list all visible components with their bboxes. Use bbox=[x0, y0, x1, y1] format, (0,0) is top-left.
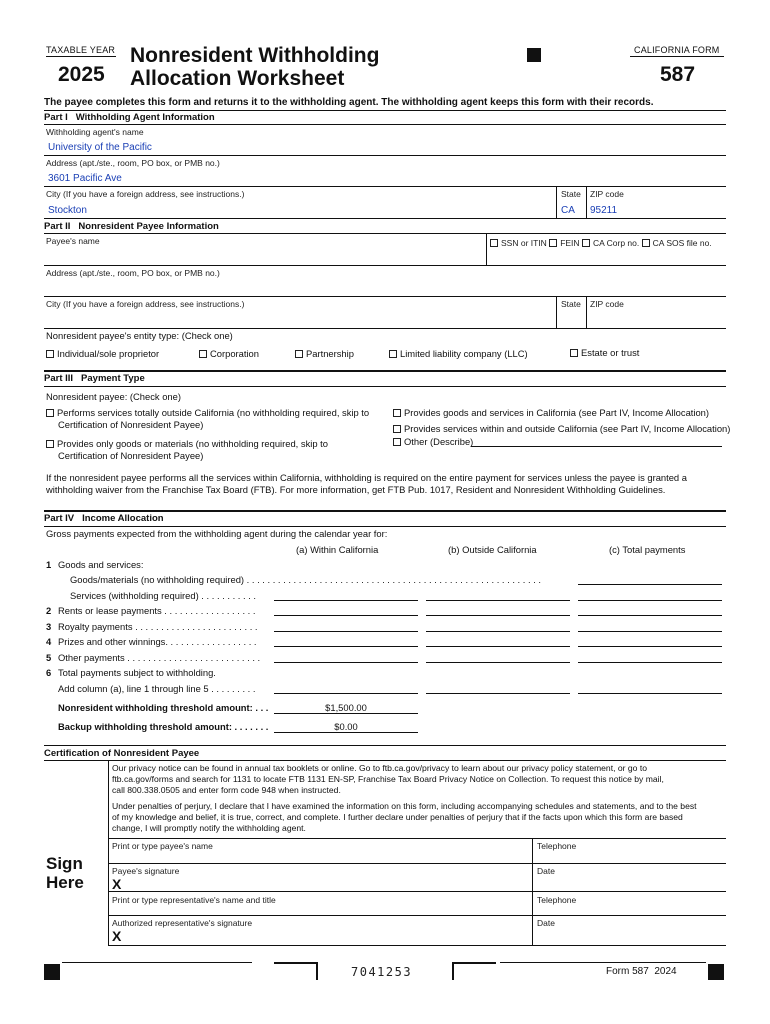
divider bbox=[108, 915, 726, 916]
line2-label: Rents or lease payments . . . . . . . . . . . . . . . . . . bbox=[58, 605, 256, 616]
ca-corp-label: CA Corp no. bbox=[592, 238, 640, 248]
registration-mark bbox=[708, 964, 724, 980]
payment-other-label: Other (Describe) bbox=[404, 436, 474, 447]
line6-label: Total payments subject to withholding. bbox=[58, 667, 216, 678]
divider bbox=[44, 265, 726, 266]
divider bbox=[44, 745, 726, 746]
rep-name-label: Print or type representative's name and title bbox=[112, 895, 276, 905]
line4-col-a-field[interactable] bbox=[274, 646, 418, 647]
divider bbox=[586, 296, 587, 328]
payment-goods-only-label-cont: Certification of Nonresident Payee) bbox=[58, 450, 204, 461]
payee-zip-label: ZIP code bbox=[590, 299, 624, 309]
part3-number: Part III bbox=[44, 373, 74, 384]
line2-col-c-field[interactable] bbox=[578, 615, 722, 616]
line1b-col-c-field[interactable] bbox=[578, 600, 722, 601]
agent-address-field[interactable]: 3601 Pacific Ave bbox=[48, 173, 122, 184]
entity-llc-checkbox[interactable] bbox=[389, 348, 528, 359]
checkbox-icon bbox=[393, 438, 401, 446]
checkbox-icon bbox=[46, 440, 54, 448]
divider bbox=[108, 945, 726, 946]
line-number: 5 bbox=[46, 652, 52, 663]
perjury-line2: of my knowledge and belief, it is true, correct, and complete. I further declare under penalties of perjury that if the facts upon which this form are based bbox=[112, 812, 683, 822]
divider bbox=[44, 186, 726, 187]
divider bbox=[44, 110, 726, 111]
divider bbox=[586, 186, 587, 218]
payee-date-field[interactable] bbox=[537, 876, 722, 888]
divider bbox=[44, 155, 726, 156]
agent-address-label: Address (apt./ste., room, PO box, or PMB no.) bbox=[46, 158, 220, 168]
checkbox-icon bbox=[46, 350, 54, 358]
part2-number: Part II bbox=[44, 221, 71, 232]
payment-check-one-label: Nonresident payee: (Check one) bbox=[46, 391, 181, 402]
payment-other-describe-field[interactable] bbox=[471, 446, 722, 447]
divider bbox=[44, 296, 726, 297]
part4-title: Income Allocation bbox=[82, 513, 164, 524]
payee-telephone-field[interactable] bbox=[537, 851, 722, 861]
divider bbox=[62, 962, 252, 963]
part3-heading bbox=[44, 373, 145, 384]
checkbox-icon bbox=[582, 239, 590, 247]
line6-col-b-field[interactable] bbox=[426, 693, 570, 694]
agent-zip-field[interactable]: 95211 bbox=[590, 205, 618, 216]
divider bbox=[44, 328, 726, 329]
payment-goods-services-ca-label: Provides goods and services in California (see Part IV, Income Allocation) bbox=[404, 407, 710, 418]
line-number: 2 bbox=[46, 605, 52, 616]
line-number: 3 bbox=[46, 621, 52, 632]
line-number: 6 bbox=[46, 667, 52, 678]
line2-col-b-field[interactable] bbox=[426, 615, 570, 616]
tax-year: 2025 bbox=[58, 63, 105, 86]
checkbox-icon bbox=[295, 350, 303, 358]
agent-city-label: City (If you have a foreign address, see instructions.) bbox=[46, 189, 245, 199]
ca-sos-checkbox[interactable] bbox=[642, 238, 712, 248]
part3-title: Payment Type bbox=[81, 373, 145, 384]
entity-type-label: Nonresident payee's entity type: (Check one) bbox=[46, 330, 233, 341]
privacy-line1: Our privacy notice can be found in annual tax booklets or online. Go to ftb.ca.gov/privacy to learn about our privacy policy statement, or go to bbox=[112, 763, 648, 773]
divider bbox=[44, 218, 726, 219]
entity-partnership-checkbox[interactable] bbox=[295, 348, 354, 359]
divider bbox=[486, 233, 487, 265]
divider bbox=[556, 296, 557, 328]
column-b-header: (b) Outside California bbox=[448, 544, 537, 555]
payment-services-within-outside-checkbox[interactable] bbox=[393, 423, 730, 434]
line1-label: Goods and services: bbox=[58, 559, 144, 570]
line4-label: Prizes and other winnings. . . . . . . . . . . . . . . . . . bbox=[58, 636, 257, 647]
rep-telephone-field[interactable] bbox=[537, 905, 722, 915]
entity-partnership-label: Partnership bbox=[306, 348, 354, 359]
divider bbox=[108, 863, 726, 864]
rep-signature-field[interactable]: X bbox=[112, 928, 122, 944]
line3-col-a-field[interactable] bbox=[274, 631, 418, 632]
taxable-year-label: TAXABLE YEAR bbox=[46, 45, 116, 55]
ssn-checkbox[interactable] bbox=[490, 238, 547, 248]
sign-here-line1: Sign bbox=[46, 854, 83, 873]
agent-city-field[interactable]: Stockton bbox=[48, 205, 87, 216]
line3-col-b-field[interactable] bbox=[426, 631, 570, 632]
checkbox-icon bbox=[570, 349, 578, 357]
perjury-line3: change, I will promptly notify the withholding agent. bbox=[112, 823, 306, 833]
divider bbox=[630, 56, 724, 57]
form-instruction: The payee completes this form and returns it to the withholding agent. The withholding agent keeps this form with their records. bbox=[44, 97, 654, 108]
divider bbox=[44, 510, 726, 512]
rep-date-field[interactable] bbox=[537, 928, 722, 940]
payment-services-within-outside-label: Provides services within and outside California (see Part IV, Income Allocation) bbox=[404, 423, 731, 434]
part4-number: Part IV bbox=[44, 513, 75, 524]
payee-signature-label: Payee's signature bbox=[112, 866, 180, 876]
registration-mark bbox=[44, 964, 60, 980]
california-form-label: CALIFORNIA FORM bbox=[634, 45, 720, 55]
payee-name-label: Payee's name bbox=[46, 236, 100, 246]
line1b-label: Services (withholding required) . . . . . . . . . . . bbox=[70, 590, 257, 601]
ca-sos-label: CA SOS file no. bbox=[652, 238, 712, 248]
corner-mark bbox=[452, 962, 496, 980]
checkbox-icon bbox=[46, 409, 54, 417]
checkbox-icon bbox=[490, 239, 498, 247]
line5-col-b-field[interactable] bbox=[426, 662, 570, 663]
payee-city-field[interactable] bbox=[46, 311, 552, 325]
agent-state-field[interactable]: CA bbox=[561, 205, 575, 216]
column-c-header: (c) Total payments bbox=[609, 544, 686, 555]
checkbox-icon bbox=[389, 350, 397, 358]
line1a-label: Goods/materials (no withholding required) . . . . . . . . . . . . . . . . . . . . . . . . . . . . . . . . . . . . . . . . . . . . . . . . . . . . . . . . . bbox=[70, 574, 541, 585]
nonresident-threshold-value: $1,500.00 bbox=[325, 702, 367, 713]
entity-estate-checkbox[interactable] bbox=[570, 347, 639, 358]
entity-individual-checkbox[interactable] bbox=[46, 348, 159, 359]
entity-llc-label: Limited liability company (LLC) bbox=[400, 348, 528, 359]
part1-number: Part I bbox=[44, 112, 68, 123]
checkbox-icon bbox=[642, 239, 650, 247]
entity-corporation-label: Corporation bbox=[210, 348, 259, 359]
date-label: Date bbox=[537, 866, 555, 876]
divider bbox=[44, 386, 726, 387]
payment-goods-only-label: Provides only goods or materials (no withholding required, skip to bbox=[57, 438, 328, 449]
form-number: 587 bbox=[660, 63, 696, 86]
rep-telephone-label: Telephone bbox=[537, 895, 577, 905]
divider bbox=[44, 370, 726, 372]
line5-label: Other payments . . . . . . . . . . . . . . . . . . . . . . . . . . bbox=[58, 652, 261, 663]
payment-outside-ca-label: Performs services totally outside California (no withholding required, skip to bbox=[57, 407, 370, 418]
payment-note-line2: withholding waiver from the Franchise Tax Board (FTB). For more information, get FTB Pub. 1017, Resident and Nonresident Withholding Guidelines. bbox=[46, 484, 666, 495]
perjury-line1: Under penalties of perjury, I declare that I have examined the information on this form, including accompanying schedules and statements, and to the best bbox=[112, 801, 697, 811]
line5-col-a-field[interactable] bbox=[274, 662, 418, 663]
registration-mark bbox=[527, 48, 541, 62]
payee-address-label: Address (apt./ste., room, PO box, or PMB no.) bbox=[46, 268, 220, 278]
divider bbox=[274, 732, 418, 733]
payee-city-label: City (If you have a foreign address, see instructions.) bbox=[46, 299, 245, 309]
line3-label: Royalty payments . . . . . . . . . . . . . . . . . . . . . . . . bbox=[58, 621, 258, 632]
ca-corp-checkbox[interactable] bbox=[582, 238, 639, 248]
payment-goods-services-ca-checkbox[interactable] bbox=[393, 407, 709, 418]
line6-label-cont: Add column (a), line 1 through line 5 . . . . . . . . . bbox=[58, 683, 256, 694]
rep-name-field[interactable] bbox=[112, 905, 528, 915]
checkbox-icon bbox=[393, 409, 401, 417]
rep-date-label: Date bbox=[537, 918, 555, 928]
corner-mark bbox=[274, 962, 318, 980]
footer-form-label: Form 587 2024 bbox=[606, 966, 677, 977]
backup-threshold-value: $0.00 bbox=[334, 721, 358, 732]
payment-outside-ca-label-cont: Certification of Nonresident Payee) bbox=[58, 419, 204, 430]
divider bbox=[108, 838, 726, 839]
divider bbox=[44, 233, 726, 234]
payment-outside-ca-checkbox[interactable] bbox=[46, 407, 369, 418]
agent-state-label: State bbox=[561, 189, 581, 199]
checkbox-icon bbox=[549, 239, 557, 247]
privacy-line2: ftb.ca.gov/forms and search for 1131 to locate FTB 1131 EN-SP, Franchise Tax Board Privacy Notice on Collection. To request this notice by mail, bbox=[112, 774, 664, 784]
divider bbox=[274, 713, 418, 714]
payment-note-line1: If the nonresident payee performs all the services within California, withholding is required on the entire payment for services unless the payee is granted a bbox=[46, 472, 687, 483]
line6-col-c-field[interactable] bbox=[578, 693, 722, 694]
sign-here-line2: Here bbox=[46, 873, 84, 892]
line4-col-c-field[interactable] bbox=[578, 646, 722, 647]
divider bbox=[108, 891, 726, 892]
backup-threshold-label: Backup withholding threshold amount: . . . . . . . bbox=[58, 721, 269, 732]
agent-name-label: Withholding agent's name bbox=[46, 127, 144, 137]
line-number: 4 bbox=[46, 636, 52, 647]
divider bbox=[44, 124, 726, 125]
form-title-line2: Allocation Worksheet bbox=[130, 67, 345, 90]
payment-other-checkbox[interactable] bbox=[393, 436, 473, 447]
payee-id-type bbox=[490, 238, 712, 248]
fein-checkbox[interactable] bbox=[549, 238, 579, 248]
income-intro: Gross payments expected from the withholding agent during the calendar year for: bbox=[46, 528, 388, 539]
payee-signature-field[interactable]: X bbox=[112, 876, 122, 892]
line2-col-a-field[interactable] bbox=[274, 615, 418, 616]
fein-label: FEIN bbox=[560, 238, 580, 248]
divider bbox=[44, 526, 726, 527]
checkbox-icon bbox=[199, 350, 207, 358]
nonresident-threshold-label: Nonresident withholding threshold amount: . . . bbox=[58, 702, 269, 713]
checkbox-icon bbox=[393, 425, 401, 433]
line3-col-c-field[interactable] bbox=[578, 631, 722, 632]
entity-estate-label: Estate or trust bbox=[581, 347, 640, 358]
part1-title: Withholding Agent Information bbox=[75, 112, 215, 123]
payment-goods-only-checkbox[interactable] bbox=[46, 438, 328, 449]
line6-col-a-field[interactable] bbox=[274, 693, 418, 694]
part2-heading bbox=[44, 221, 219, 232]
line1a-total-field[interactable] bbox=[578, 584, 722, 585]
agent-name-field[interactable]: University of the Pacific bbox=[48, 142, 152, 153]
ssn-label: SSN or ITIN bbox=[501, 238, 547, 248]
print-name-label: Print or type payee's name bbox=[112, 841, 213, 851]
divider bbox=[556, 186, 557, 218]
divider bbox=[500, 962, 706, 963]
agent-zip-label: ZIP code bbox=[590, 189, 624, 199]
column-a-header: (a) Within California bbox=[296, 544, 379, 555]
privacy-line3: call 800.338.0505 and enter form code 948 when instructed. bbox=[112, 785, 341, 795]
form-code: 7041253 bbox=[351, 965, 413, 979]
payee-state-label: State bbox=[561, 299, 581, 309]
divider bbox=[46, 56, 116, 57]
payee-print-name-field[interactable] bbox=[112, 851, 528, 861]
payee-name-field[interactable] bbox=[46, 248, 482, 262]
line-number: 1 bbox=[46, 559, 52, 570]
line4-col-b-field[interactable] bbox=[426, 646, 570, 647]
part1-heading bbox=[44, 112, 215, 123]
part2-title: Nonresident Payee Information bbox=[78, 221, 219, 232]
line1b-col-b-field[interactable] bbox=[426, 600, 570, 601]
divider bbox=[44, 760, 726, 761]
form-title-line1: Nonresident Withholding bbox=[130, 44, 380, 67]
divider bbox=[108, 760, 109, 945]
payee-address-field[interactable] bbox=[46, 280, 722, 294]
rep-signature-label: Authorized representative's signature bbox=[112, 918, 253, 928]
certification-title: Certification of Nonresident Payee bbox=[44, 748, 200, 759]
part4-heading bbox=[44, 513, 164, 524]
telephone-label: Telephone bbox=[537, 841, 577, 851]
line1b-col-a-field[interactable] bbox=[274, 600, 418, 601]
line5-col-c-field[interactable] bbox=[578, 662, 722, 663]
entity-individual-label: Individual/sole proprietor bbox=[57, 348, 160, 359]
entity-corporation-checkbox[interactable] bbox=[199, 348, 259, 359]
